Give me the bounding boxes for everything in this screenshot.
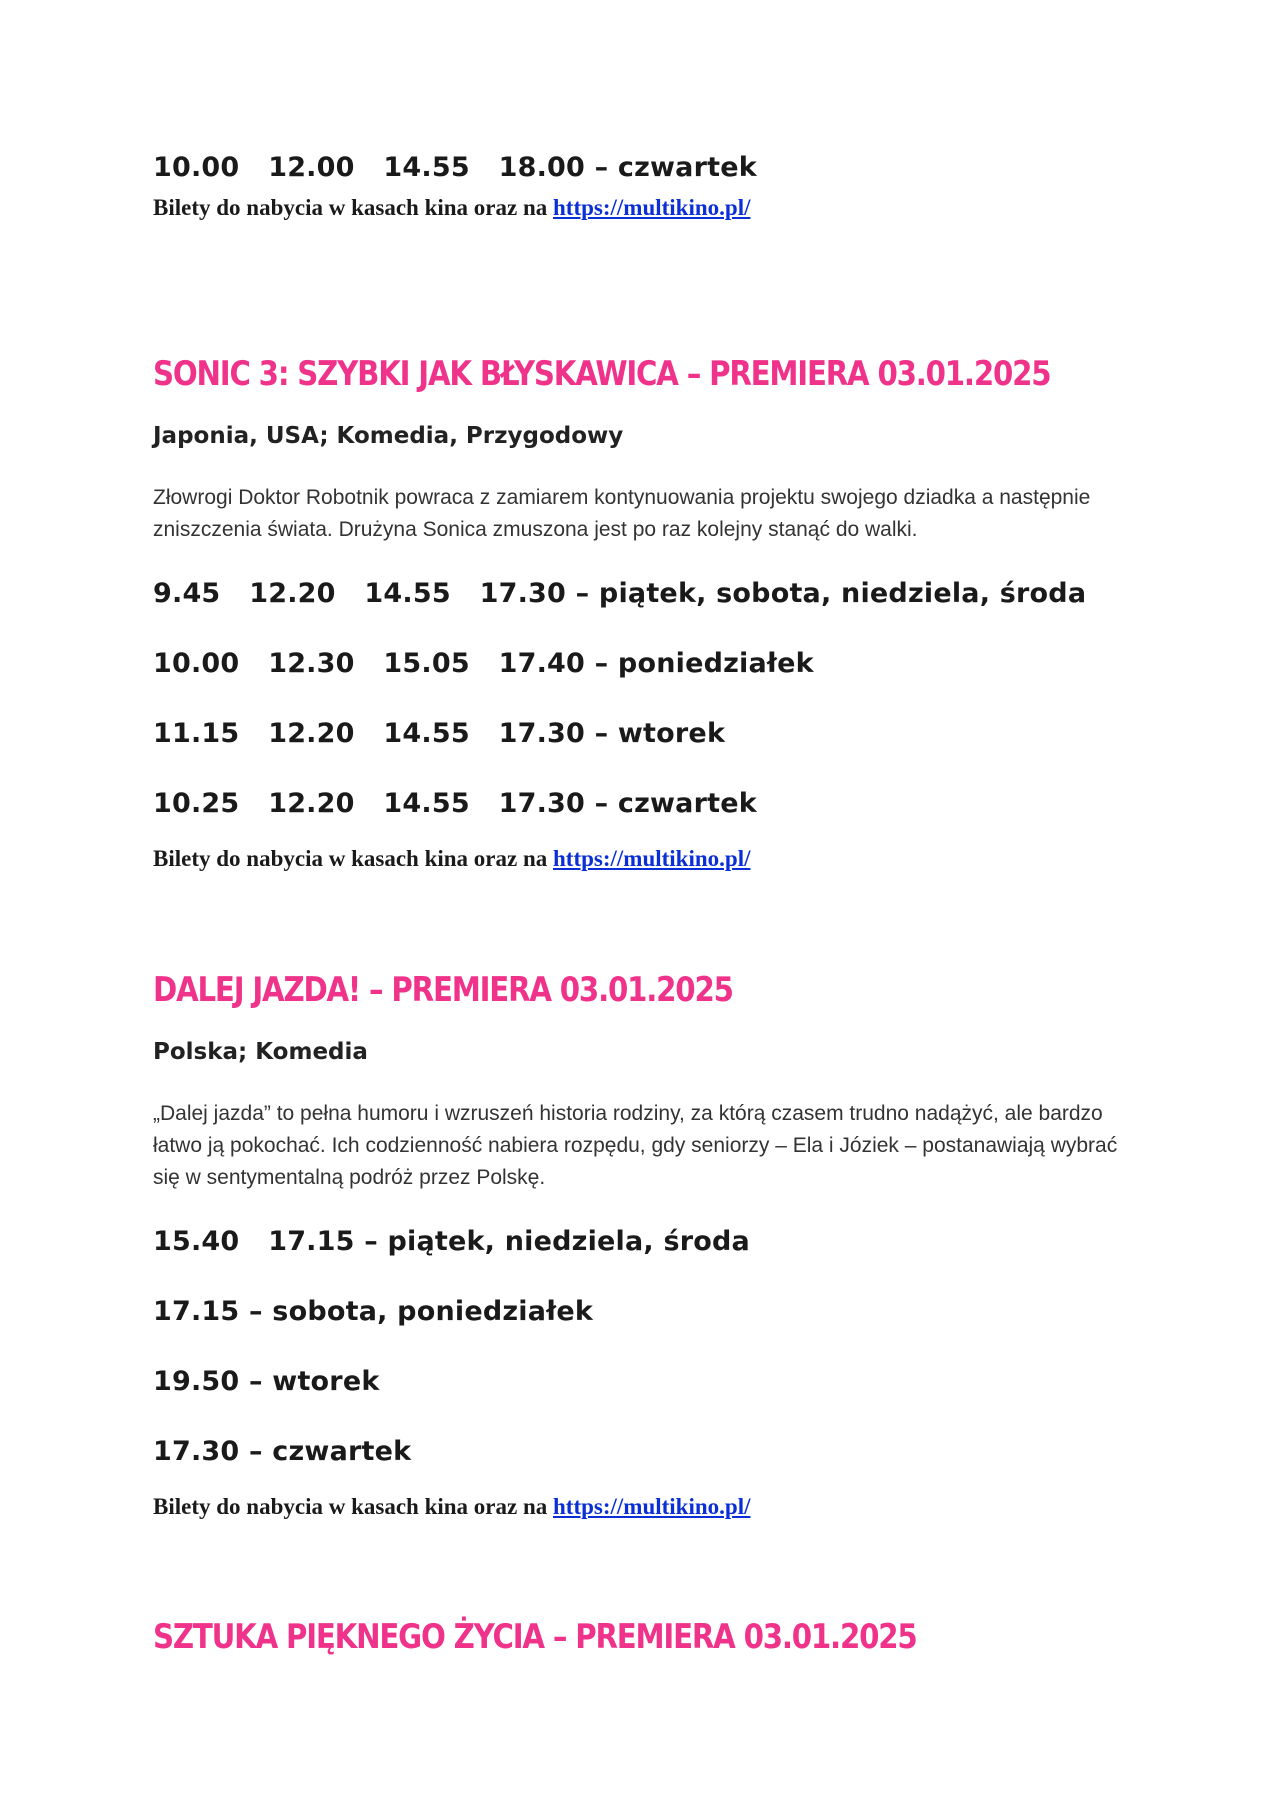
showtime-line: 17.30 – czwartek	[153, 1436, 412, 1467]
showtime-line: 9.45 12.20 14.55 17.30 – piątek, sobota, niedziela, środa	[153, 578, 1087, 609]
tickets-text: Bilety do nabycia w kasach kina oraz na	[153, 1494, 553, 1519]
showtime-line: 11.15 12.20 14.55 17.30 – wtorek	[153, 718, 726, 749]
movie-title-sonic: SONIC 3: SZYBKI JAK BŁYSKAWICA – PREMIERA 03.01.2025	[153, 354, 1051, 394]
movie-description-sonic: Złowrogi Doktor Robotnik powraca z zamiarem kontynuowania projektu swojego dziadka a następnie zniszczenia świata. Drużyna Sonica zmuszona jest po raz kolejny stanąć do walki.	[153, 486, 1091, 541]
multikino-link[interactable]: https://multikino.pl/	[553, 846, 751, 871]
tickets-text: Bilety do nabycia w kasach kina oraz na	[153, 195, 553, 220]
showtime-line: 10.25 12.20 14.55 17.30 – czwartek	[153, 788, 757, 819]
tickets-text: Bilety do nabycia w kasach kina oraz na	[153, 846, 553, 871]
showtime-line: 10.00 12.00 14.55 18.00 – czwartek	[153, 152, 757, 183]
movie-title-dalej-jazda: DALEJ JAZDA! – PREMIERA 03.01.2025	[153, 970, 733, 1010]
movie-genre-dalej-jazda: Polska; Komedia	[153, 1039, 368, 1065]
tickets-info	[153, 193, 750, 223]
multikino-link[interactable]: https://multikino.pl/	[553, 1494, 751, 1519]
showtime-line: 10.00 12.30 15.05 17.40 – poniedziałek	[153, 648, 814, 679]
showtime-line: 17.15 – sobota, poniedziałek	[153, 1296, 594, 1327]
tickets-info	[153, 1492, 750, 1522]
tickets-info	[153, 844, 750, 874]
movie-genre-sonic: Japonia, USA; Komedia, Przygodowy	[153, 423, 624, 449]
showtime-line: 15.40 17.15 – piątek, niedziela, środa	[153, 1226, 750, 1257]
movie-description-dalej-jazda: „Dalej jazda” to pełna humoru i wzruszeń historia rodziny, za którą czasem trudno nadążyć, ale bardzo łatwo ją pokochać. Ich codzienność nabiera rozpędu, gdy seniorzy – Ela i Józiek – postanawiają wybrać się w sentymentalną podróż przez Polskę.	[153, 1102, 1118, 1189]
multikino-link[interactable]: https://multikino.pl/	[553, 195, 751, 220]
showtime-line: 19.50 – wtorek	[153, 1366, 380, 1397]
movie-title-sztuka: SZTUKA PIĘKNEGO ŻYCIA – PREMIERA 03.01.2025	[153, 1617, 917, 1657]
